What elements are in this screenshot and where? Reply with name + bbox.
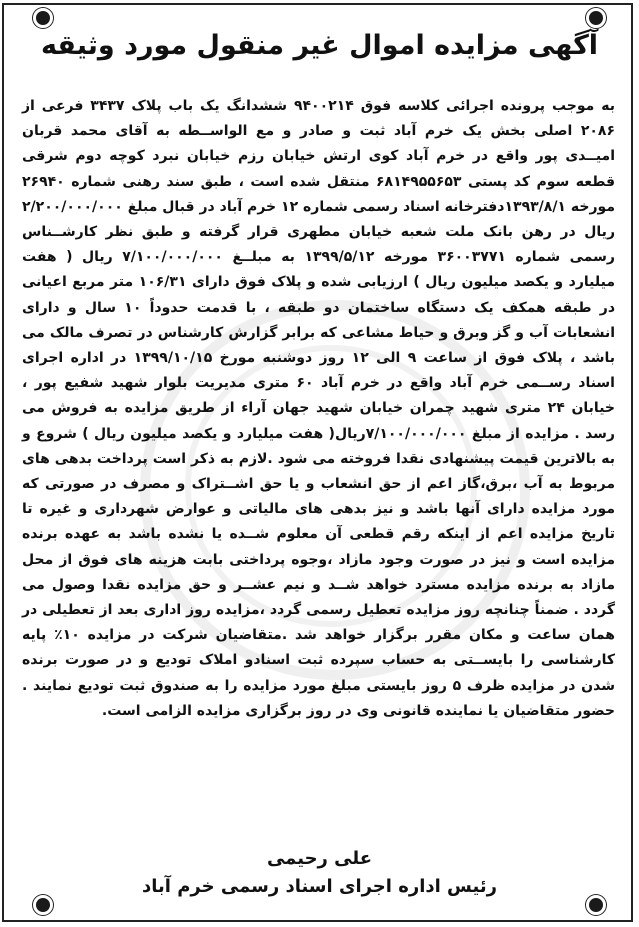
- signer-title: رئیس اداره اجرای اسناد رسمی خرم آباد: [142, 876, 497, 897]
- corner-ornament-icon: [586, 8, 606, 28]
- corner-ornament-icon: [33, 8, 53, 28]
- corner-ornament-icon: [586, 895, 606, 915]
- notice-body: به موجب پرونده اجرائی کلاسه فوق ۹۴۰۰۲۱۴ ششدانگ یک باب پلاک ۳۴۳۷ فرعی از ۲۰۸۶ اصلی بخش یک خرم آباد ثبت و صادر و مع الواســطه به آقای محمد قربان امیــدی پور واقع در خرم آباد کوی ارتش خیابان رزم خیابان نبرد کوچه دوم شرقی قطعه سوم کد پستی ۶۸۱۴۹۵۵۶۵۳ منتقل شده است ، طبق سند رهنی شماره ۲۶۹۴۰ مورخه ۱۳۹۳/۸/۱دفترخانه اسناد رسمی شماره ۱۲ خرم آباد در قبال مبلغ ۲/۲۰۰/۰۰۰/۰۰۰ ریال در رهن بانک ملت شعبه خیابان مطهری قرار گرفته و طبق نظر کارشــناس رسمی شماره ۳۶۰۰۳۷۷۱ مورخه ۱۳۹۹/۵/۱۲ به مبلــغ ۷/۱۰۰/۰۰۰/۰۰۰ ریال ( هفت میلیارد و یکصد میلیون ریال ) ارزیابی شده و پلاک فوق دارای ۱۰۶/۳۱ متر مربع اعیانی در طبقه همکف یک دستگاه ساختمان دو طبقه ، با قدمت حدوداً ۱۰ سال و دارای انشعابات آب و گز وبرق و حیاط مشاعی که برابر گزارش کارشناس در تصرف مالک می باشد ، پلاک فوق از ساعت ۹ الی ۱۲ روز دوشنبه مورخ ۱۳۹۹/۱۰/۱۵ در اداره اجرای اسناد رســمی خرم آباد واقع در خرم آباد ۶۰ متری مدیریت بلوار شهید شفیع پور ، خیابان ۲۴ متری شهید چمران خیابان شهید جهان آراء از طریق مزایده به فروش می رسد . مزایده از مبلغ ۷/۱۰۰/۰۰۰/۰۰۰ریال( هفت میلیارد و یکصد میلیون ریال ) شروع و به بالاترین قیمت پیشنهادی نقدا فروخته می شود .لازم به ذکر است پرداخت بدهی های مربوط به آب ،برق،گاز اعم از حق انشعاب و یا حق اشــتراک و مصرف در صورتی که مورد مزایده دارای آنها باشد و نیز بدهی های مالیاتی و عوارض شهرداری و غیره تا تاریخ مزایده اعم از اینکه رقم قطعی آن معلوم شــده یا نشده باشد به عهده برنده مزایده است و نیز در صورت وجود مازاد ،وجوه پرداختی بابت هزینه های فوق از محل مازاد به برنده مزایده مسترد خواهد شــد و نیم عشــر و حق مزایده نقدا وصول می گردد . ضمناً چنانچه روز مزایده تعطیل رسمی گردد ،مزایده روز اداری بعد از تعطیلی در همان ساعت و مکان مقرر برگزار خواهد شد .متقاضیان شرکت در مزایده ۱۰٪ پایه کارشناسی را بایســتی به حساب سپرده ثبت اسنادو املاک تودیع و در صورت برنده شدن در مزایده ظرف ۵ روز بایستی مبلغ مورد مزایده را به صندوق ثبت تودیع نمایند . حضور متقاضیان یا نماینده قانونی وی در روز برگزاری مزایده الزامی است.: [22, 98, 616, 719]
- signer-name: علی رحیمی: [266, 848, 373, 869]
- corner-ornament-icon: [33, 895, 53, 915]
- notice-title: آگهی مزایده اموال غیر منقول مورد وثیقه: [40, 30, 599, 61]
